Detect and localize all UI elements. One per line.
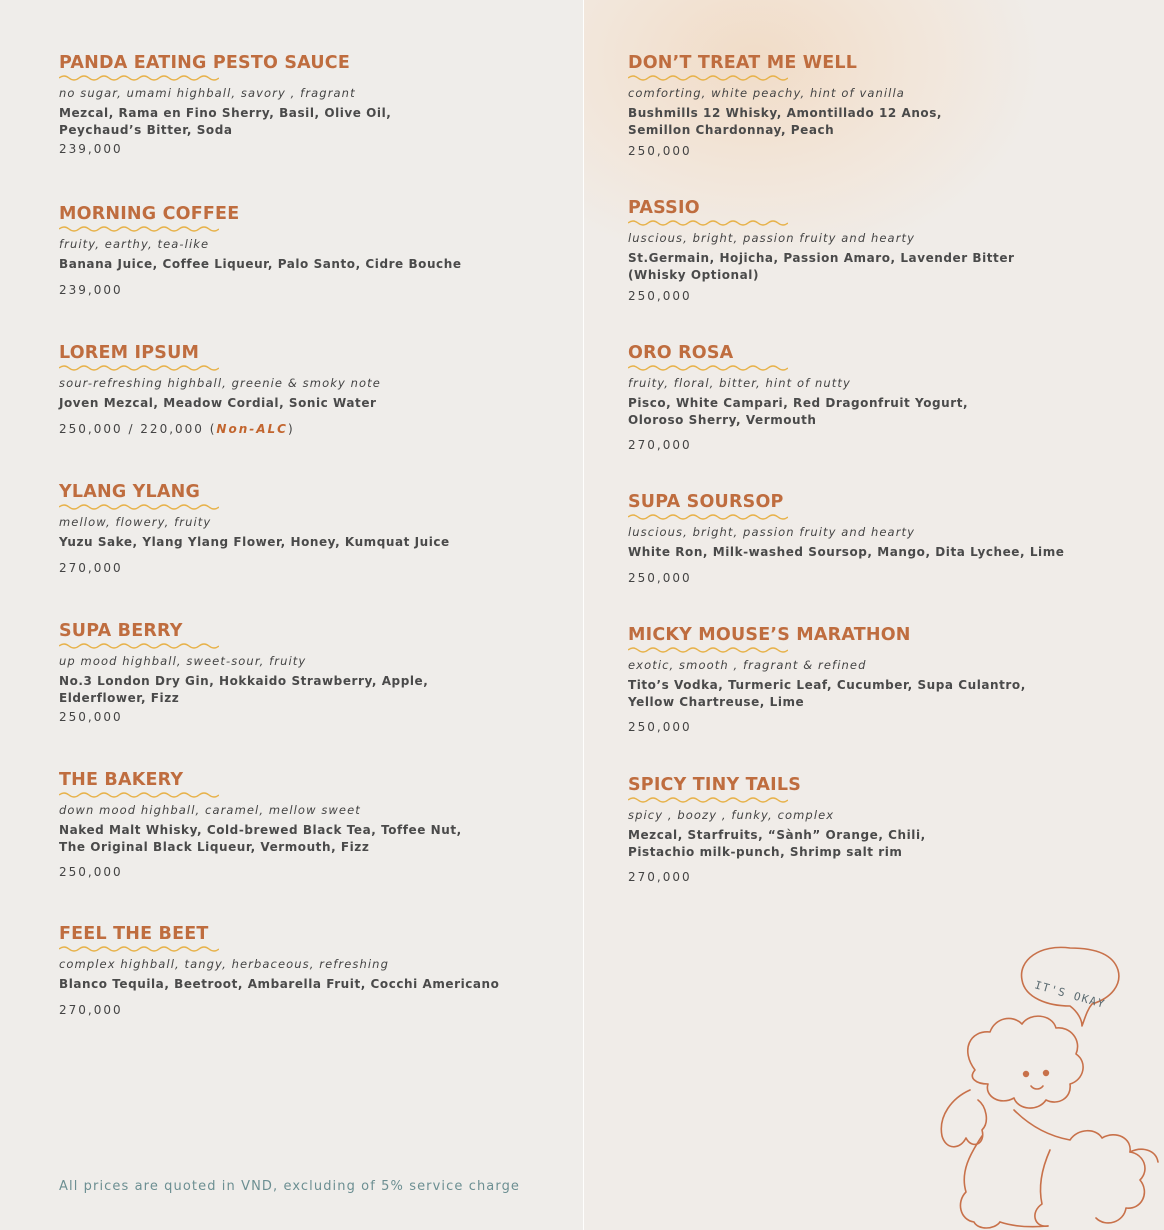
item-name: LOREM IPSUM bbox=[59, 343, 200, 363]
wave-underline-icon bbox=[59, 642, 219, 650]
menu-item-supa-soursop bbox=[628, 491, 1098, 586]
wave-underline-icon bbox=[628, 74, 788, 82]
item-description: down mood highball, caramel, mellow sweet bbox=[59, 803, 361, 817]
item-description: luscious, bright, passion fruity and hearty bbox=[628, 231, 916, 245]
item-price bbox=[59, 421, 479, 437]
wave-underline-icon bbox=[59, 225, 219, 233]
item-price: 250,000 bbox=[59, 710, 123, 724]
item-description: up mood highball, sweet-sour, fruity bbox=[59, 654, 307, 668]
item-price: 239,000 bbox=[59, 282, 123, 297]
menu-item-supa-berry bbox=[59, 620, 479, 725]
item-name: MICKY MOUSE’S MARATHON bbox=[628, 625, 911, 645]
menu-item-micky-mouses-marathon bbox=[628, 624, 1098, 735]
item-price: 270,000 bbox=[59, 560, 123, 575]
item-name: THE BAKERY bbox=[59, 770, 184, 790]
item-name: PANDA EATING PESTO SAUCE bbox=[59, 53, 350, 73]
item-price: 250,000 bbox=[628, 289, 692, 303]
item-price: 250,000 bbox=[59, 865, 123, 879]
poodle-dog-illustration-icon bbox=[930, 940, 1164, 1230]
item-ingredients: Pisco, White Campari, Red Dragonfruit Yogurt, Oloroso Sherry, Vermouth bbox=[628, 396, 969, 427]
item-ingredients: Naked Malt Whisky, Cold-brewed Black Tea, Toffee Nut, The Original Black Liqueur, Vermouth, Fizz bbox=[59, 823, 462, 854]
menu-item-dont-treat-me-well bbox=[628, 52, 1098, 159]
item-ingredients: No.3 London Dry Gin, Hokkaido Strawberry, Apple, Elderflower, Fizz bbox=[59, 674, 429, 705]
item-ingredients: White Ron, Milk-washed Soursop, Mango, Dita Lychee, Lime bbox=[628, 545, 1065, 559]
wave-underline-icon bbox=[59, 791, 219, 799]
menu-item-spicy-tiny-tails bbox=[628, 774, 1098, 885]
item-description: exotic, smooth , fragrant & refined bbox=[628, 658, 867, 672]
wave-underline-icon bbox=[628, 646, 788, 654]
item-name: SUPA BERRY bbox=[59, 621, 183, 641]
wave-underline-icon bbox=[628, 513, 788, 521]
item-name: MORNING COFFEE bbox=[59, 204, 240, 224]
item-ingredients: St.Germain, Hojicha, Passion Amaro, Lavender Bitter (Whisky Optional) bbox=[628, 251, 1015, 282]
item-price: 250,000 bbox=[628, 720, 692, 734]
item-price: 270,000 bbox=[628, 438, 692, 452]
item-ingredients: Blanco Tequila, Beetroot, Ambarella Fruit, Cocchi Americano bbox=[59, 977, 500, 991]
menu-item-ylang-ylang bbox=[59, 481, 479, 576]
item-price: 239,000 bbox=[59, 142, 123, 156]
wave-underline-icon bbox=[628, 219, 788, 227]
item-description: no sugar, umami highball, savory , fragrant bbox=[59, 86, 356, 100]
item-description: fruity, earthy, tea-like bbox=[59, 237, 210, 251]
item-name: YLANG YLANG bbox=[59, 482, 201, 502]
wave-underline-icon bbox=[59, 364, 219, 372]
item-price: 270,000 bbox=[59, 1002, 123, 1017]
item-description: sour-refreshing highball, greenie & smoky note bbox=[59, 376, 381, 390]
menu-item-feel-the-beet bbox=[59, 923, 529, 1018]
menu-item-panda-eating-pesto-sauce bbox=[59, 52, 479, 157]
speech-bubble-text: IT'S OKAY bbox=[1033, 978, 1108, 1012]
wave-underline-icon bbox=[628, 796, 788, 804]
item-price: 250,000 bbox=[628, 144, 692, 158]
price-footnote: All prices are quoted in VND, excluding of 5% service charge bbox=[59, 1179, 521, 1194]
item-description: mellow, flowery, fruity bbox=[59, 515, 212, 529]
item-description: spicy , boozy , funky, complex bbox=[628, 808, 835, 822]
wave-underline-icon bbox=[628, 364, 788, 372]
item-description: comforting, white peachy, hint of vanilla bbox=[628, 86, 905, 100]
item-ingredients: Mezcal, Rama en Fino Sherry, Basil, Olive Oil, Peychaud’s Bitter, Soda bbox=[59, 106, 392, 137]
item-description: complex highball, tangy, herbaceous, refreshing bbox=[59, 957, 389, 971]
item-name: FEEL THE BEET bbox=[59, 924, 209, 944]
price-suffix: ) bbox=[287, 421, 295, 436]
item-ingredients: Yuzu Sake, Ylang Ylang Flower, Honey, Kumquat Juice bbox=[59, 535, 450, 549]
wave-underline-icon bbox=[59, 503, 219, 511]
item-ingredients: Joven Mezcal, Meadow Cordial, Sonic Water bbox=[59, 396, 377, 410]
item-ingredients: Bushmills 12 Whisky, Amontillado 12 Anos, Semillon Chardonnay, Peach bbox=[628, 106, 943, 137]
price-values: 250,000 / 220,000 ( bbox=[59, 421, 217, 436]
menu-item-morning-coffee bbox=[59, 203, 479, 298]
item-name: DON’T TREAT ME WELL bbox=[628, 53, 858, 73]
item-ingredients: Tito’s Vodka, Turmeric Leaf, Cucumber, Supa Culantro, Yellow Chartreuse, Lime bbox=[628, 678, 1026, 709]
wave-underline-icon bbox=[59, 945, 219, 953]
item-ingredients: Banana Juice, Coffee Liqueur, Palo Santo, Cidre Bouche bbox=[59, 257, 462, 271]
item-price: 250,000 bbox=[628, 570, 692, 585]
item-name: ORO ROSA bbox=[628, 343, 734, 363]
page-divider bbox=[583, 0, 584, 1230]
item-description: fruity, floral, bitter, hint of nutty bbox=[628, 376, 851, 390]
item-name: SPICY TINY TAILS bbox=[628, 775, 801, 795]
item-price: 270,000 bbox=[628, 870, 692, 884]
item-name: PASSIO bbox=[628, 198, 700, 218]
menu-item-passio bbox=[628, 197, 1098, 304]
wave-underline-icon bbox=[59, 74, 219, 82]
menu-item-the-bakery bbox=[59, 769, 479, 880]
item-name: SUPA SOURSOP bbox=[628, 492, 784, 512]
item-ingredients: Mezcal, Starfruits, “Sành” Orange, Chili, Pistachio milk-punch, Shrimp salt rim bbox=[628, 828, 926, 859]
menu-item-lorem-ipsum bbox=[59, 342, 479, 437]
menu-item-oro-rosa bbox=[628, 342, 1098, 453]
item-description: luscious, bright, passion fruity and hearty bbox=[628, 525, 916, 539]
non-alc-label: Non-ALC bbox=[216, 421, 288, 436]
